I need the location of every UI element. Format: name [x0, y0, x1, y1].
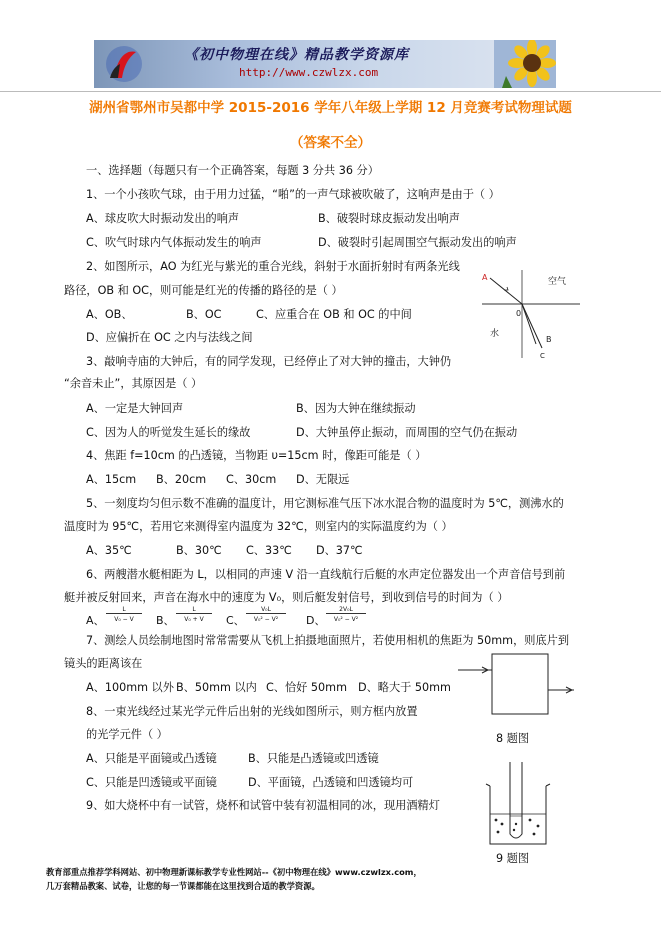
q7-option-a: A、100mm 以外 [86, 681, 174, 694]
q1-option-d: D、破裂时引起周围空气振动发出的响声 [318, 236, 517, 249]
q6-option-a-label: A、 [86, 614, 105, 627]
q4-option-c: C、30cm [226, 473, 277, 486]
q2-option-d: D、应偏折在 OC 之内与法线之间 [86, 331, 253, 344]
q4-option-d: D、无限远 [296, 473, 350, 486]
q3-stem-line2: “余音未止”，其原因是（ ） [64, 377, 203, 390]
q6-option-d-label: D、 [306, 614, 326, 627]
q5-stem-line1: 5、一刻度均匀但示数不准确的温度计，用它测标准气压下冰水混合物的温度时为 5℃，测沸水的 [86, 497, 564, 510]
header-banner [94, 40, 556, 88]
fig2-label-o: 0 [516, 309, 522, 318]
q7-option-c: C、恰好 50mm [266, 681, 347, 694]
q2-stem-line1: 2、如图所示，AO 为红光与紫光的重合光线，斜射于水面折射时有两条光线 [86, 260, 460, 273]
q5-option-d: D、37℃ [316, 544, 363, 557]
q6-option-b-label: B、 [156, 614, 175, 627]
q6-option-b-numerator: L [176, 606, 212, 614]
header-divider [0, 91, 661, 92]
q7-option-d: D、略大于 50mm [358, 681, 451, 694]
footer-line1: 教育部重点推荐学科网站、初中物理新课标教学专业性网站--《初中物理在线》www.czwlzx.com， [46, 867, 422, 877]
q4-option-b: B、20cm [156, 473, 207, 486]
q1-option-a: A、球皮吹大时振动发出的响声 [86, 212, 240, 225]
q7-stem-line1: 7、测绘人员绘制地图时常常需要从飞机上拍摄地面照片，若使用相机的焦距为 50mm，则底片到 [86, 634, 570, 647]
q5-option-b: B、30℃ [176, 544, 222, 557]
q3-stem-line1: 3、敲响寺庙的大钟后，有的同学发现，已经停止了对大钟的撞击，大钟仍 [86, 355, 452, 368]
fig2-label-c: C [540, 352, 545, 360]
page-title: 湖州省鄂州市吴都中学 2015-2016 学年八年级上学期 12 月竞赛考试物理试题 [89, 100, 572, 116]
section-heading: 一、选择题（每题只有一个正确答案，每题 3 分共 36 分） [86, 164, 379, 177]
q2-stem-line2: 路径，OB 和 OC，则可能是红光的传播的路径的是（ ） [64, 284, 343, 297]
q3-option-b: B、因为大钟在继续振动 [296, 402, 416, 415]
fig8-caption: 8 题图 [496, 732, 530, 745]
q2-option-a: A、OB、 [86, 308, 133, 321]
fig2-label-air: 空气 [548, 277, 567, 287]
q6-option-c-denominator: V₀² − V² [253, 616, 279, 623]
q8-option-d: D、平面镜，凸透镜和凹透镜均可 [248, 776, 414, 789]
sunflower-icon [494, 40, 556, 88]
banner-url: http://www.czwlzx.com [239, 66, 379, 79]
q6-stem-line1: 6、两艘潜水艇相距为 L，以相同的声速 V 沿一直线航行后艇的水声定位器发出一个声音信号到前 [86, 568, 566, 581]
q9-beaker-diagram [484, 758, 554, 850]
q3-option-a: A、一定是大钟回声 [86, 402, 184, 415]
q8-stem-line1: 8、一束光线经过某光学元件后出射的光线如图所示，则方框内放置 [86, 705, 418, 718]
q6-option-d-denominator: V₀² − V² [333, 616, 359, 623]
fig2-label-b: B [546, 335, 552, 344]
fig9-caption: 9 题图 [496, 852, 530, 865]
q5-option-a: A、35℃ [86, 544, 132, 557]
q2-option-c: C、应重合在 OB 和 OC 的中间 [256, 308, 412, 321]
q6-option-a-numerator: L [106, 606, 142, 614]
q3-option-d: D、大钟虽停止振动，而周围的空气仍在振动 [296, 426, 518, 439]
q7-option-b: B、50mm 以内 [176, 681, 257, 694]
q5-stem-line2: 温度时为 95℃，若用它来测得室内温度为 32℃，则室内的实际温度约为（ ） [64, 520, 453, 533]
q9-stem: 9、如大烧杯中有一试管，烧杯和试管中装有初温相同的冰，现用酒精灯 [86, 799, 440, 812]
q6-option-b-denominator: V₀ + V [184, 616, 204, 623]
q1-stem: 1、一个小孩吹气球，由于用力过猛，“啪”的一声气球被吹破了，这响声是由于（ ） [86, 188, 500, 201]
q1-option-c: C、吹气时球内气体振动发生的响声 [86, 236, 262, 249]
q4-option-a: A、15cm [86, 473, 137, 486]
q2-refraction-diagram [476, 262, 586, 362]
q6-option-c-label: C、 [226, 614, 245, 627]
q7-stem-line2: 镜头的距离该在 [64, 657, 143, 670]
q8-stem-line2: 的光学元件（ ） [86, 728, 168, 741]
q6-stem-line2: 艇并被反射回来，声音在海水中的速度为 V₀，则后艇发射信号，到收到信号的时间为（ ） [64, 591, 509, 604]
q8-option-a: A、只能是平面镜或凸透镜 [86, 752, 217, 765]
q6-option-d-numerator: 2V₀L [326, 606, 366, 614]
q1-option-b: B、破裂时球皮振动发出响声 [318, 212, 460, 225]
fig2-label-a: A [482, 273, 488, 282]
banner-title: 《初中物理在线》精品教学资源库 [184, 47, 409, 63]
page-subtitle: （答案不全） [290, 135, 371, 151]
q8-option-b: B、只能是凸透镜或凹透镜 [248, 752, 379, 765]
q3-option-c: C、因为人的听觉发生延长的缘故 [86, 426, 251, 439]
fig2-label-water: 水 [490, 329, 500, 339]
q6-option-a-denominator: V₀ − V [114, 616, 134, 623]
q2-option-b: B、OC [186, 308, 222, 321]
q6-option-c-numerator: V₀L [246, 606, 286, 614]
q4-stem: 4、焦距 f=10cm 的凸透镜，当物距 υ=15cm 时，像距可能是（ ） [86, 449, 427, 462]
q5-option-c: C、33℃ [246, 544, 292, 557]
q8-option-c: C、只能是凹透镜或平面镜 [86, 776, 217, 789]
site-logo [100, 44, 144, 84]
footer-line2: 几万套精品教案、试卷，让您的每一节课都能在这里找到合适的教学资源。 [46, 881, 320, 891]
